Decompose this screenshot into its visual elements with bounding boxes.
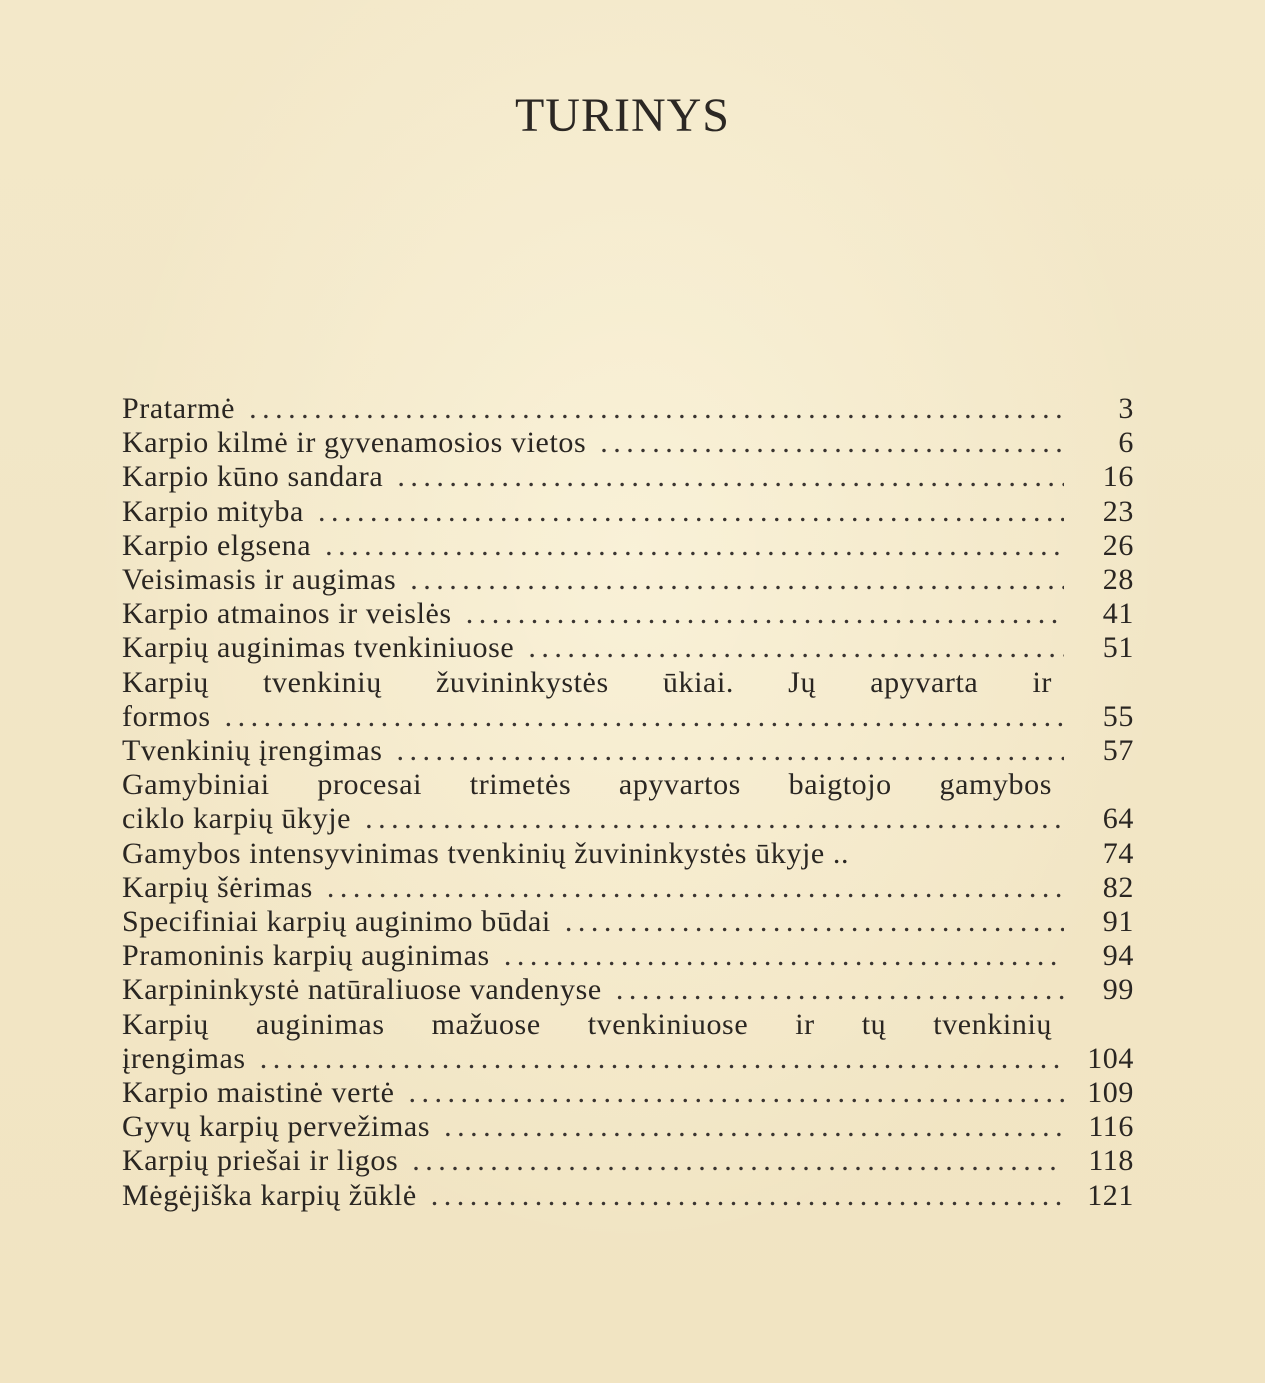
toc-entry [122,529,1142,563]
toc-entry [122,1144,1142,1178]
page-number: 74 [1102,836,1134,870]
dot-leader [318,495,1064,529]
dot-leader [444,1110,1064,1144]
toc-entry-title: Karpių šėrimas [122,870,313,904]
dot-leader [260,1042,1064,1076]
toc-entry [122,631,1142,665]
toc-entry-title: Karpininkystė natūraliuose vandenyse [122,973,602,1007]
toc-entry-title: formos [122,699,211,733]
toc-entry [122,597,1142,631]
dot-leader [410,563,1064,597]
toc-entry [122,1179,1142,1213]
dot-leader [412,1144,1064,1178]
toc-entry [122,768,1142,836]
page-number: 57 [1102,734,1134,768]
dot-leader [325,529,1064,563]
toc-entry-row [122,837,1142,871]
toc-entry-title: Veisimasis ir augimas [122,563,397,597]
toc-entry-title-line: Gamybiniai procesai trimetės apyvartos baigtojo gamybos [122,768,1052,802]
toc-entry-row [122,802,1142,836]
dot-leader [397,460,1064,494]
dot-leader [225,700,1064,734]
toc-entry-row [122,973,1142,1007]
dot-leader [528,631,1064,665]
toc-entry [122,666,1142,734]
table-of-contents [122,392,1142,1213]
toc-entry-row [122,1042,1142,1076]
dot-leader [466,597,1064,631]
page-number: 82 [1102,870,1134,904]
toc-entry-row [122,1144,1142,1178]
toc-entry-row [122,939,1142,973]
toc-entry [122,1008,1142,1076]
page-number: 55 [1102,699,1134,733]
dot-leader [249,392,1064,426]
toc-entry-row [122,1076,1142,1110]
page-number: 51 [1102,631,1134,665]
toc-entry [122,426,1142,460]
toc-entry-row [122,529,1142,563]
page-number: 118 [1088,1144,1134,1178]
toc-entry [122,905,1142,939]
toc-entry-title: Karpio kilmė ir gyvenamosios vietos [122,426,587,460]
dot-leader [504,939,1064,973]
page-number: 16 [1102,460,1134,494]
dot-leader [431,1179,1064,1213]
toc-entry-title: Mėgėjiška karpių žūklė [122,1178,417,1212]
toc-entry [122,734,1142,768]
page-number: 28 [1102,563,1134,597]
page-title: TURINYS [514,89,730,142]
page-number: 26 [1102,528,1134,562]
toc-entry [122,837,1142,871]
toc-entry-title: Specifiniai karpių auginimo būdai [122,905,551,939]
toc-entry [122,939,1142,973]
toc-entry-row [122,1179,1142,1213]
dot-leader [327,871,1064,905]
toc-entry-row [122,426,1142,460]
page-number: 3 [1118,392,1134,425]
dot-leader [600,426,1064,460]
toc-entry-title: Karpio maistinė vertė [122,1076,395,1110]
toc-entry [122,973,1142,1007]
toc-entry-row [122,597,1142,631]
page-number: 121 [1087,1178,1134,1212]
toc-entry-title: Pratarmė [122,392,236,425]
toc-entry-title: įrengimas [122,1041,246,1075]
toc-entry-row [122,460,1142,494]
toc-entry-row [122,905,1142,939]
toc-entry-row [122,871,1142,905]
toc-entry-row [122,700,1142,734]
toc-entry [122,1076,1142,1110]
toc-entry [122,563,1142,597]
toc-entry-title: Karpio mityba [122,494,304,528]
page-number: 64 [1102,802,1134,836]
toc-entry-title: Pramoninis karpių auginimas [122,939,490,973]
dot-leader [397,734,1064,768]
dot-leader [565,905,1064,939]
toc-entry [122,392,1142,426]
toc-entry-title: ciklo karpių ūkyje [122,802,352,836]
page-number: 23 [1102,494,1134,528]
toc-entry [122,1110,1142,1144]
toc-entry-title: Gamybos intensyvinimas tvenkinių žuvininkystės ūkyje .. [122,836,850,870]
page-number: 94 [1102,939,1134,973]
page-number: 104 [1087,1041,1134,1075]
toc-entry-title: Karpių auginimas tvenkiniuose [122,631,515,665]
toc-entry-title: Tvenkinių įrengimas [122,734,383,768]
page-number: 91 [1102,905,1134,939]
toc-entry [122,460,1142,494]
toc-entry-title-line: Karpių tvenkinių žuvininkystės ūkiai. Jų apyvarta ir [122,665,1052,699]
page-number: 41 [1102,597,1134,631]
dot-leader [365,802,1064,836]
toc-entry-row [122,631,1142,665]
page-number: 99 [1102,973,1134,1007]
toc-entry-title: Gyvų karpių pervežimas [122,1110,431,1144]
page-number: 109 [1087,1076,1134,1110]
toc-entry-title: Karpių priešai ir ligos [122,1144,399,1178]
toc-entry [122,495,1142,529]
toc-entry-row [122,563,1142,597]
toc-entry-title-line: Karpių auginimas mažuose tvenkiniuose ir tų tvenkinių [122,1007,1052,1041]
toc-entry-row [122,495,1142,529]
toc-entry [122,871,1142,905]
toc-entry-title: Karpio kūno sandara [122,460,384,494]
dot-leader [409,1076,1064,1110]
toc-entry-title: Karpio atmainos ir veislės [122,597,452,631]
page-number: 116 [1088,1110,1134,1144]
dot-leader [616,973,1064,1007]
toc-entry-row [122,1110,1142,1144]
toc-entry-row [122,734,1142,768]
page-number: 6 [1118,426,1134,460]
toc-entry-row [122,392,1142,426]
toc-entry-title: Karpio elgsena [122,528,312,562]
